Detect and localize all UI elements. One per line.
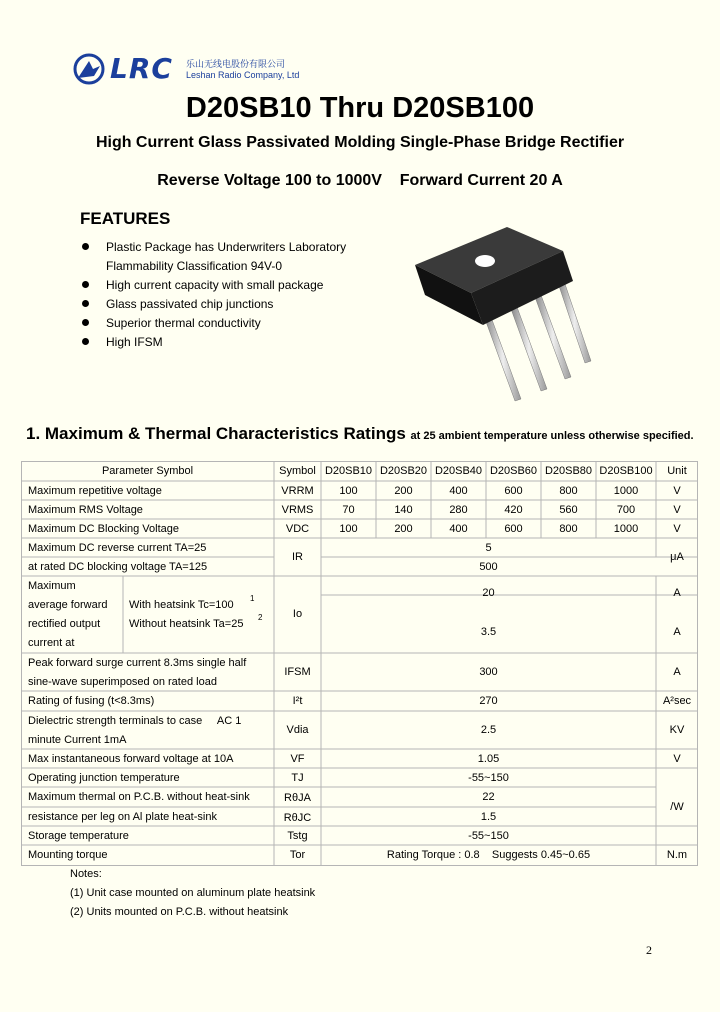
feature-item: High current capacity with small package — [106, 278, 324, 292]
symbol-cell: IFSM — [284, 666, 311, 678]
value-cell: 400 — [449, 523, 468, 535]
param-cell: Maximum DC Blocking Voltage — [28, 523, 180, 535]
unit-cell: V — [673, 753, 681, 765]
company-name-en: Leshan Radio Company, Ltd — [186, 70, 300, 80]
bullet-icon — [82, 281, 89, 288]
symbol-cell: Tstg — [287, 830, 308, 842]
col-header-d20sb20: D20SB20 — [379, 465, 428, 477]
param-cell: average forward — [28, 599, 108, 611]
value-cell: -55~150 — [468, 772, 509, 784]
value-cell: 600 — [504, 523, 523, 535]
value-cell: 400 — [449, 485, 468, 497]
param-cell: Maximum repetitive voltage — [28, 485, 162, 497]
company-name-cn: 乐山无线电股份有限公司 — [186, 59, 286, 69]
company-logo — [72, 52, 312, 88]
value-cell: 270 — [479, 695, 498, 707]
value-cell: 600 — [504, 485, 523, 497]
value-cell: -55~150 — [468, 830, 509, 842]
unit-cell: /W — [670, 801, 684, 813]
symbol-cell: RθJA — [284, 792, 311, 804]
value-cell: 1.5 — [480, 811, 497, 823]
value-cell: 100 — [339, 485, 358, 497]
symbol-cell: VF — [290, 753, 305, 765]
unit-cell: KV — [669, 724, 685, 736]
value-cell: 500 — [479, 561, 498, 573]
unit-cell: A — [673, 626, 681, 638]
feature-item: Plastic Package has Underwriters Laboratory — [106, 240, 347, 254]
value-cell: 3.5 — [480, 626, 497, 638]
bridge-rectifier-package-image — [413, 223, 603, 403]
bullet-icon — [82, 243, 89, 250]
value-cell: 800 — [559, 485, 578, 497]
value-cell: 420 — [504, 504, 523, 516]
value-cell: 800 — [559, 523, 578, 535]
param-cell: at rated DC blocking voltage TA=125 — [28, 561, 208, 573]
feature-item: Glass passivated chip junctions — [106, 297, 274, 311]
param-cell: Maximum — [28, 580, 76, 592]
param-cell: current at — [28, 637, 75, 649]
condition-cell: Without heatsink Ta=25 — [129, 618, 244, 630]
value-cell: 2.5 — [480, 724, 497, 736]
value-cell: 1000 — [613, 523, 639, 535]
section-condition: at 25 ambient temperature unless otherwise specified. — [410, 430, 694, 442]
notes-heading: Notes: — [70, 868, 102, 880]
col-header-d20sb80: D20SB80 — [544, 465, 593, 477]
unit-cell: A²sec — [662, 695, 692, 707]
param-cell: Storage temperature — [28, 830, 129, 842]
value-cell: 1000 — [613, 485, 639, 497]
value-cell: 1.05 — [477, 753, 500, 765]
footnote-marker: 1 — [250, 594, 255, 603]
value-cell: 140 — [394, 504, 413, 516]
symbol-cell: Vdia — [286, 724, 309, 736]
param-cell: Rating of fusing (t<8.3ms) — [28, 695, 155, 707]
param-cell: Max instantaneous forward voltage at 10A — [28, 753, 234, 765]
bullet-icon — [82, 300, 89, 307]
ratings-summary: Reverse Voltage 100 to 1000V Forward Current 20 A — [157, 172, 563, 189]
unit-cell: μA — [670, 551, 684, 563]
section-title — [26, 424, 694, 444]
symbol-cell: Io — [292, 608, 303, 620]
unit-cell: A — [673, 587, 681, 599]
param-cell: Operating junction temperature — [28, 772, 180, 784]
unit-cell: V — [673, 523, 681, 535]
value-cell: 100 — [339, 523, 358, 535]
col-header-unit: Unit — [667, 465, 687, 477]
ratings-table — [21, 461, 698, 866]
param-cell: rectified output — [28, 618, 101, 630]
unit-cell: N.m — [666, 849, 688, 861]
value-cell: 700 — [616, 504, 636, 516]
logo-text: LRC — [110, 52, 173, 85]
condition-cell: With heatsink Tc=100 — [129, 599, 234, 611]
feature-item: Superior thermal conductivity — [106, 316, 261, 330]
value-cell: 70 — [342, 504, 355, 516]
value-cell: 5 — [485, 542, 492, 554]
symbol-cell: IR — [292, 551, 303, 563]
param-cell: Maximum RMS Voltage — [28, 504, 143, 516]
symbol-cell: VDC — [285, 523, 310, 535]
value-cell: 280 — [449, 504, 468, 516]
value-cell: 200 — [394, 523, 413, 535]
symbol-cell: TJ — [291, 772, 304, 784]
col-header-d20sb10: D20SB10 — [324, 465, 373, 477]
value-cell: 20 — [482, 587, 495, 599]
symbol-cell: VRRM — [281, 485, 314, 497]
value-cell: 22 — [482, 791, 495, 803]
bullet-icon — [82, 319, 89, 326]
param-cell: Maximum thermal on P.C.B. without heat-sink — [28, 791, 250, 803]
param-cell: resistance per leg on Al plate heat-sink — [28, 811, 217, 823]
value-cell: 300 — [479, 666, 498, 678]
param-cell: Mounting torque — [28, 849, 108, 861]
bullet-icon — [82, 338, 89, 345]
col-header-d20sb60: D20SB60 — [489, 465, 538, 477]
note-item: (1) Unit case mounted on aluminum plate heatsink — [70, 887, 316, 899]
footnote-marker: 2 — [258, 613, 263, 622]
symbol-cell: VRMS — [281, 504, 314, 516]
value-cell: 200 — [394, 485, 413, 497]
symbol-cell: I²t — [292, 695, 303, 707]
page-number: 2 — [646, 943, 652, 957]
col-header-d20sb100: D20SB100 — [599, 465, 653, 477]
feature-item: Flammability Classification 94V-0 — [106, 259, 283, 273]
col-header-d20sb40: D20SB40 — [434, 465, 483, 477]
unit-cell: A — [673, 666, 681, 678]
symbol-cell: RθJC — [283, 812, 312, 824]
param-cell: Peak forward surge current 8.3ms single half — [28, 657, 247, 669]
document-subtitle: High Current Glass Passivated Molding Single-Phase Bridge Rectifier — [95, 134, 625, 151]
param-cell: Maximum DC reverse current TA=25 — [28, 542, 207, 554]
unit-cell: V — [673, 504, 681, 516]
note-item: (2) Units mounted on P.C.B. without heatsink — [70, 906, 289, 918]
feature-item: High IFSM — [106, 335, 163, 349]
unit-cell: V — [673, 485, 681, 497]
section-heading: 1. Maximum & Thermal Characteristics Ratings — [26, 424, 406, 443]
document-title: D20SB10 Thru D20SB100 — [185, 92, 535, 124]
col-header-parameter: Parameter Symbol — [101, 465, 194, 477]
lrc-emblem-icon — [72, 52, 108, 88]
symbol-cell: Tor — [289, 849, 306, 861]
col-header-symbol: Symbol — [279, 465, 316, 477]
features-heading: FEATURES — [80, 209, 171, 228]
param-cell: sine-wave superimposed on rated load — [28, 676, 217, 688]
value-cell: 560 — [559, 504, 578, 516]
param-cell: minute Current 1mA — [28, 734, 127, 746]
value-cell: Rating Torque : 0.8 Suggests 0.45~0.65 — [386, 849, 591, 861]
param-cell: Dielectric strength terminals to case AC 1 — [28, 715, 242, 727]
